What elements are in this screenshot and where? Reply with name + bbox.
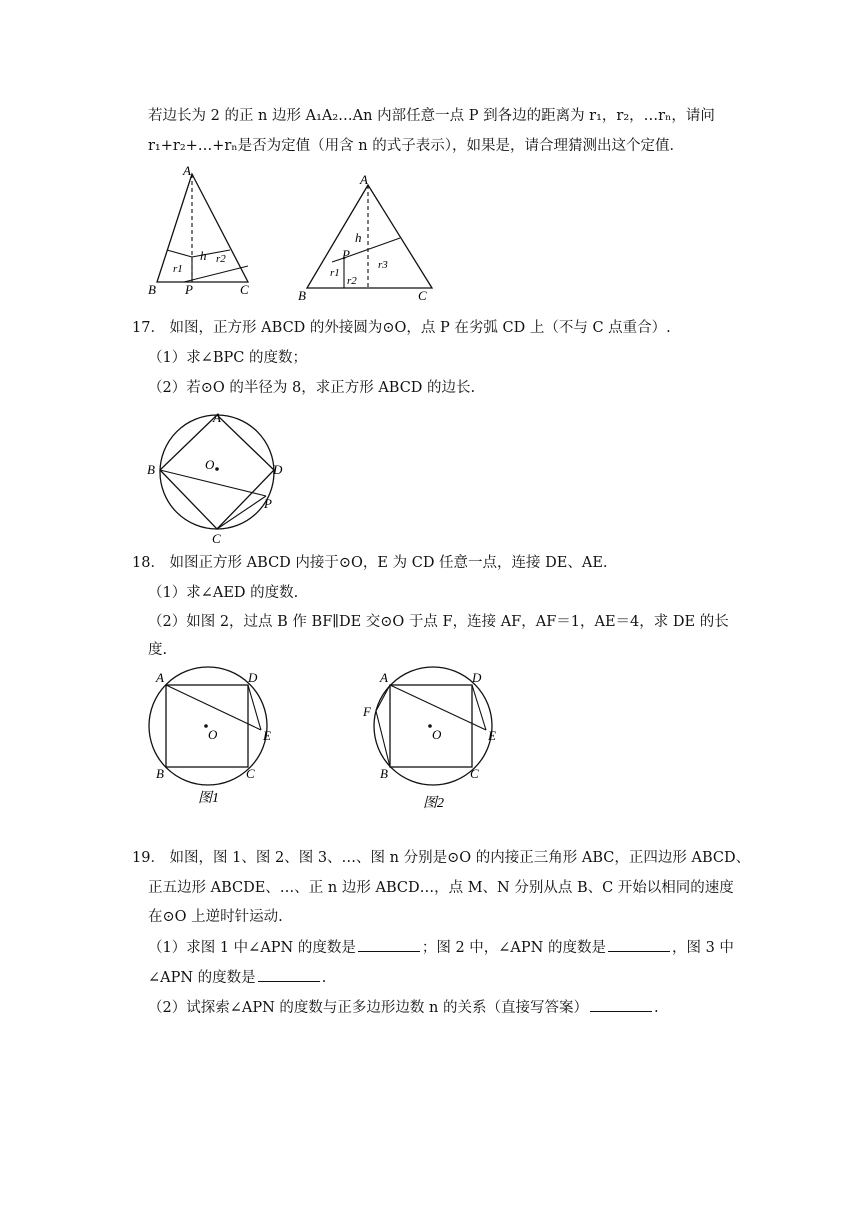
- fig18a-label-A: A: [156, 670, 164, 685]
- fig18b-label-A: A: [380, 670, 388, 685]
- fig16a-label-r1: r1: [173, 263, 183, 275]
- fig18a-label-D: D: [248, 670, 258, 685]
- fig16a-label-A: A: [183, 163, 191, 178]
- fig17-label-B: B: [147, 462, 155, 477]
- fig18a-caption: 图1: [198, 791, 219, 806]
- answer-blank-1[interactable]: [358, 937, 420, 952]
- p19-q1-line1: [148, 937, 734, 958]
- p19-q1a-post: ，图 3 中: [671, 940, 734, 956]
- p18-q1: （1）求∠AED 的度数.: [148, 585, 299, 601]
- fig17-label-P: P: [264, 496, 272, 511]
- fig16b-label-r3: r3: [378, 259, 388, 271]
- fig16b-label-A: A: [360, 172, 368, 187]
- p18-q2-line1: （2）如图 2，过点 B 作 BF∥DE 交⊙O 于点 F，连接 AF，AF＝1，AE＝4，求 DE 的长: [148, 614, 729, 630]
- fig18b-label-C: C: [470, 766, 479, 781]
- fig17-circle-square-diagram: [140, 412, 300, 547]
- fig17-label-C: C: [212, 531, 221, 546]
- p19-q2-pre: （2）试探索∠APN 的度数与正多边形边数 n 的关系（直接写答案）: [148, 1000, 588, 1016]
- fig18b-label-O: O: [432, 727, 442, 742]
- fig16a-label-C: C: [240, 282, 249, 297]
- fig16a-label-B: B: [148, 282, 156, 297]
- fig18b-label-E: E: [488, 728, 496, 743]
- fig17-label-A: A: [213, 412, 221, 425]
- fig16b-label-P: P: [342, 247, 350, 262]
- fig18a-label-B: B: [156, 766, 164, 781]
- fig16a-label-r2: r2: [216, 253, 226, 265]
- fig18b-label-F: F: [363, 704, 371, 719]
- fig16a-label-P: P: [185, 282, 193, 297]
- fig18b-label-B: B: [380, 766, 388, 781]
- fig16b-label-h: h: [355, 230, 362, 245]
- p16-line1: 若边长为 2 的正 n 边形 A₁A₂…An 内部任意一点 P 到各边的距离为 r₁，r₂，…rₙ，请问: [148, 108, 715, 124]
- fig16b-label-r2: r2: [347, 275, 357, 287]
- p16-line2: r₁+r₂+…+rₙ是否为定值（用含 n 的式子表示），如果是，请合理猜测出这个定值．: [148, 138, 684, 154]
- p19-q1b-pre: ∠APN 的度数是: [148, 970, 256, 986]
- fig16b-label-B: B: [298, 288, 306, 303]
- fig18a-circle-square-diagram: [140, 665, 290, 810]
- answer-blank-4[interactable]: [590, 997, 652, 1012]
- p18-q2-line2: 度.: [148, 642, 168, 658]
- p19-q2-post: .: [653, 1000, 659, 1016]
- fig17-label-O: O: [205, 457, 215, 472]
- fig18a-label-O: O: [208, 727, 218, 742]
- p19-q2: [148, 997, 659, 1018]
- fig16a-triangle-diagram: [140, 162, 265, 297]
- fig16b-label-C: C: [418, 288, 427, 303]
- fig17-label-D: D: [273, 462, 283, 477]
- p19-line2: 正五边形 ABCDE、…、正 n 边形 ABCD…，点 M、N 分别从点 B、C 开始以相同的速度: [148, 880, 734, 896]
- fig18b-caption: 图2: [423, 796, 444, 811]
- p17-stem: 17． 如图，正方形 ABCD 的外接圆为⊙O，点 P 在劣弧 CD 上（不与 C 点重合）.: [132, 320, 671, 336]
- fig18a-label-E: E: [263, 728, 271, 743]
- fig18a-label-C: C: [246, 766, 255, 781]
- p19-q1b-post: .: [321, 970, 327, 986]
- fig18b-circle-square-diagram: [355, 665, 515, 815]
- p19-q1-line2: [148, 967, 326, 988]
- p17-q2: （2）若⊙O 的半径为 8，求正方形 ABCD 的边长.: [148, 380, 476, 396]
- fig16b-triangle-diagram: [292, 170, 442, 305]
- fig18b-label-D: D: [472, 670, 482, 685]
- p19-q1a-pre: （1）求图 1 中∠APN 的度数是: [148, 940, 356, 956]
- p19-line3: 在⊙O 上逆时针运动.: [148, 909, 283, 925]
- p19-q1a-mid: ；图 2 中，∠APN 的度数是: [421, 940, 606, 956]
- p17-q1: （1）求∠BPC 的度数；: [148, 350, 307, 366]
- answer-blank-2[interactable]: [608, 937, 670, 952]
- answer-blank-3[interactable]: [258, 967, 320, 982]
- p19-line1: 19． 如图，图 1、图 2、图 3、…、图 n 分别是⊙O 的内接正三角形 ABC，正四边形 ABCD、: [132, 850, 751, 866]
- fig16a-label-h: h: [200, 248, 207, 263]
- fig16b-label-r1: r1: [330, 267, 340, 279]
- p18-stem: 18． 如图正方形 ABCD 内接于⊙O，E 为 CD 任意一点，连接 DE、AE.: [132, 555, 608, 571]
